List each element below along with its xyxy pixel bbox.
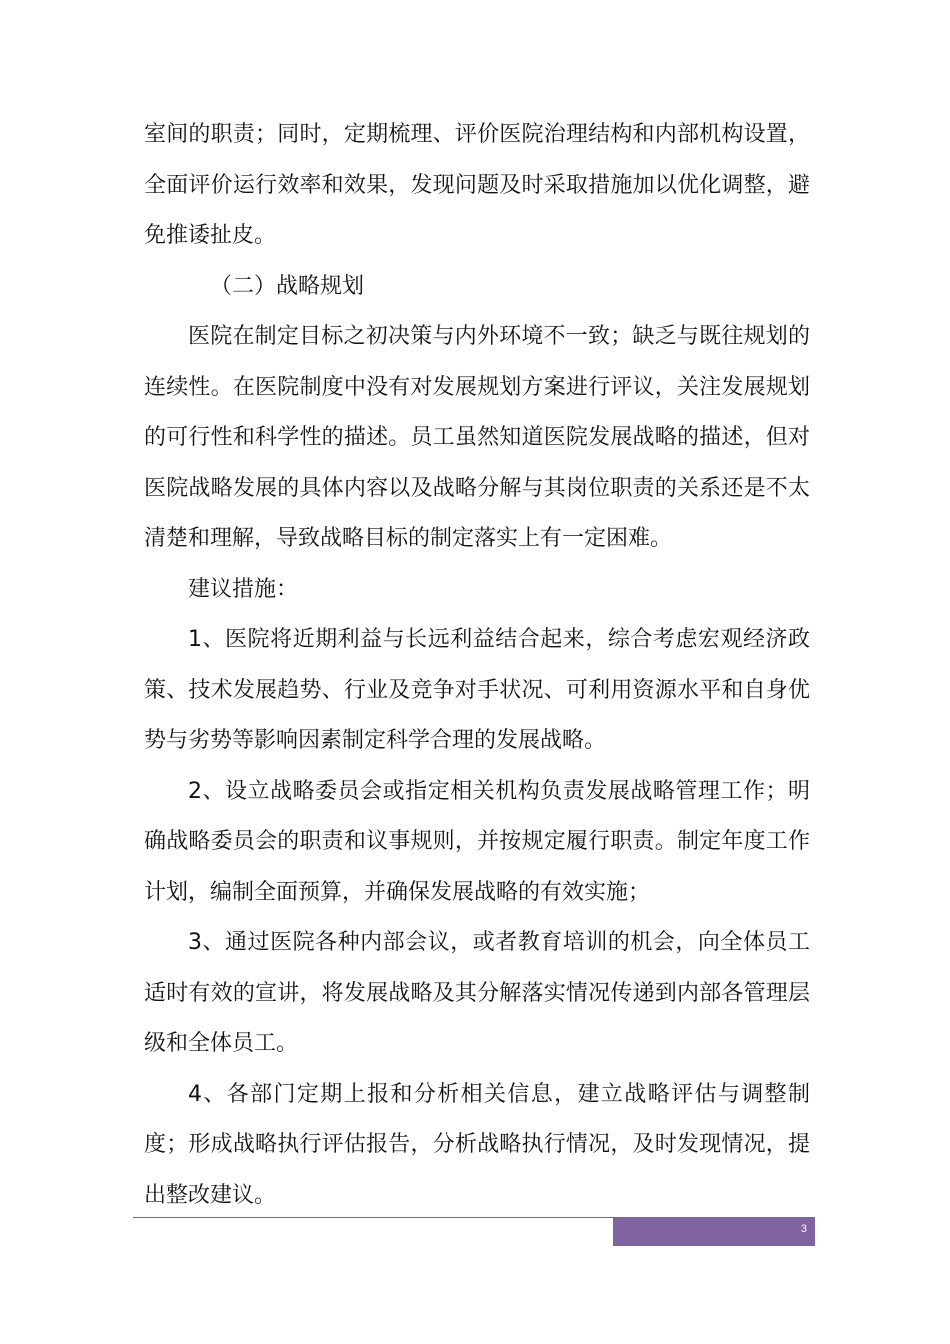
recommendation-item-3: 3、通过医院各种内部会议，或者教育培训的机会，向全体员工适时有效的宣讲，将发展战略及其分解落实情况传递到内部各管理层级和全体员工。 [144,930,810,1056]
recommendations-heading: 建议措施： [188,576,299,602]
page-number-box [613,1218,815,1246]
recommendation-item-2: 2、设立战略委员会或指定相关机构负责发展战略管理工作；明确战略委员会的职责和议事规则，并按规定履行职责。制定年度工作计划，编制全面预算，并确保发展战略的有效实施； [144,778,810,905]
page-number: 3 [800,1223,807,1235]
document-body [144,110,810,1221]
recommendation-item-4: 4、各部门定期上报和分析相关信息，建立战略评估与调整制度；形成战略执行评估报告，分析战略执行情况，及时发现情况，提出整改建议。 [144,1081,810,1208]
paragraph-strategy-issues: 医院在制定目标之初决策与内外环境不一致；缺乏与既往规划的连续性。在医院制度中没有对发展规划方案进行评议，关注发展规划的可行性和科学性的描述。员工虽然知道医院发展战略的描述，但对医院战略发展的具体内容以及战略分解与其岗位职责的关系还是不太清楚和理解，导致战略目标的制定落实上有一定困难。 [144,324,810,551]
recommendation-item-1: 1、医院将近期利益与长远利益结合起来，综合考虑宏观经济政策、技术发展趋势、行业及竞争对手状况、可利用资源水平和自身优势与劣势等影响因素制定科学合理的发展战略。 [144,627,810,753]
paragraph-continuation: 室间的职责；同时，定期梳理、评价医院治理结构和内部机构设置，全面评价运行效率和效果，发现问题及时采取措施加以优化调整，避免推诿扯皮。 [144,122,810,248]
section-heading-strategic-planning: （二）战略规划 [210,273,365,299]
